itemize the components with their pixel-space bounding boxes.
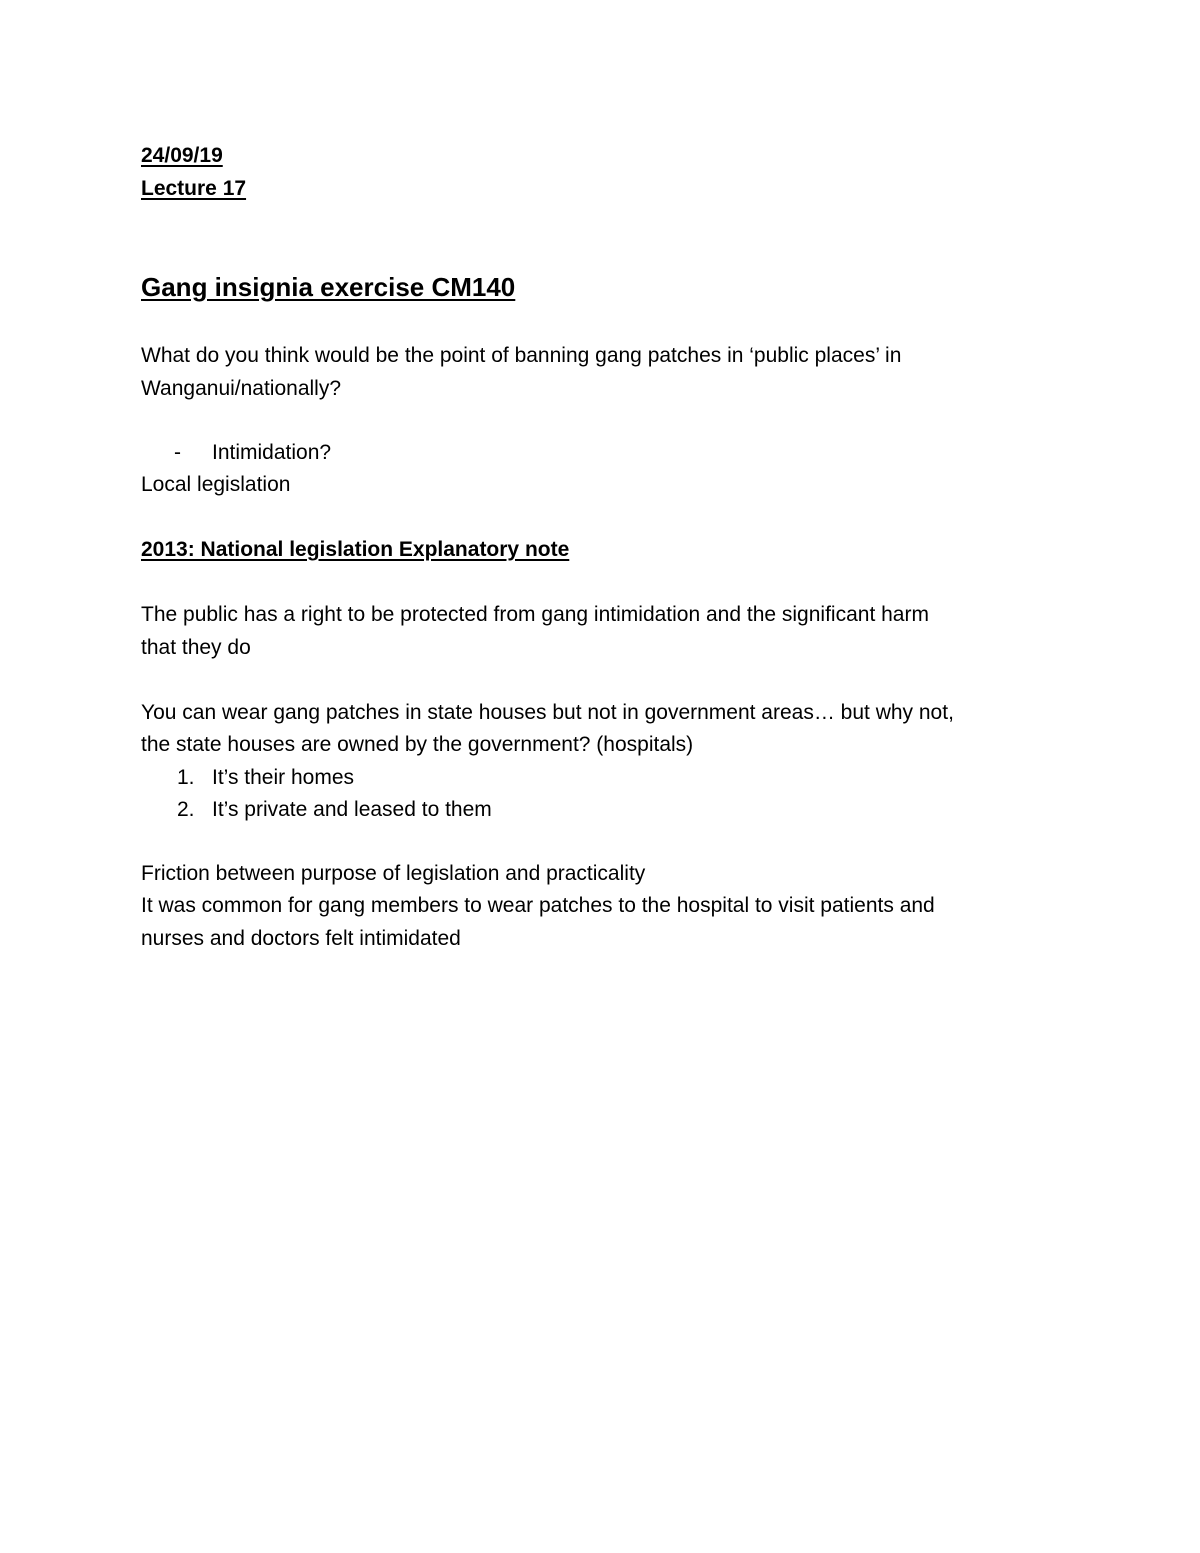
bullet-item-intimidation: Intimidation? <box>212 441 332 464</box>
document-title: Gang insignia exercise CM140 <box>141 272 516 302</box>
hospital-line-2: nurses and doctors felt intimidated <box>141 927 461 950</box>
hospital-line-1: It was common for gang members to wear patches to the hospital to visit patients and <box>141 894 935 917</box>
friction-text: Friction between purpose of legislation and practicality <box>141 862 646 885</box>
bullet-marker: - <box>174 441 181 464</box>
list-marker-2: 2. <box>177 798 195 821</box>
list-item-2: It’s private and leased to them <box>212 798 492 821</box>
lecture-number: Lecture 17 <box>141 177 247 200</box>
state-houses-line-2: the state houses are owned by the government? (hospitals) <box>141 733 694 756</box>
local-legislation-text: Local legislation <box>141 473 291 496</box>
public-right-line-1: The public has a right to be protected from gang intimidation and the significant harm <box>141 603 929 626</box>
list-item-1: It’s their homes <box>212 766 355 789</box>
public-right-line-2: that they do <box>141 636 251 659</box>
list-marker-1: 1. <box>177 766 195 789</box>
lecture-date: 24/09/19 <box>141 144 223 167</box>
state-houses-line-1: You can wear gang patches in state houses but not in government areas… but why not, <box>141 701 954 724</box>
question-line-2: Wanganui/nationally? <box>141 377 342 400</box>
section-heading: 2013: National legislation Explanatory note <box>141 538 570 561</box>
question-line-1: What do you think would be the point of banning gang patches in ‘public places’ in <box>141 344 902 367</box>
